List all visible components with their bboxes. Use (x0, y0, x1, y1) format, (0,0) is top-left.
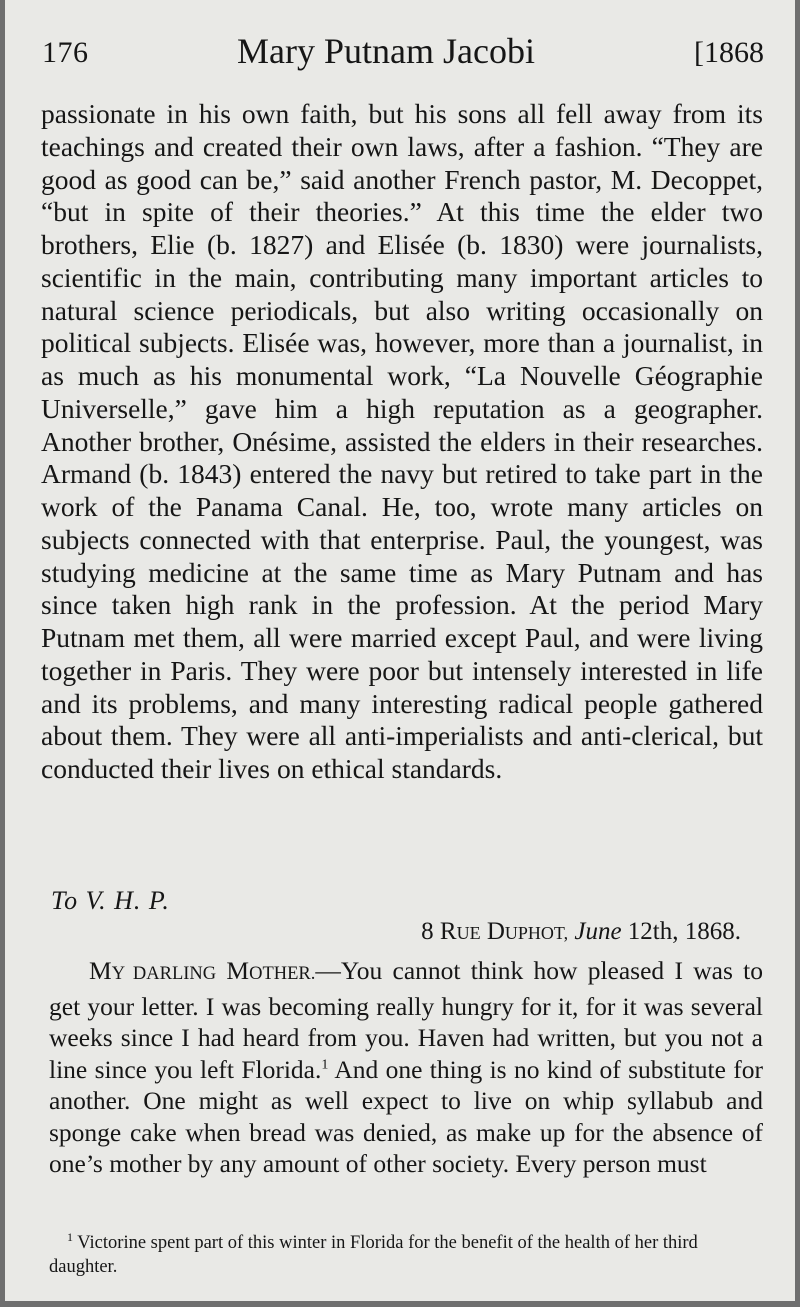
book-page (5, 0, 795, 1301)
footnote-reference[interactable]: 1 (321, 1057, 329, 1072)
salutation-my-cap: M (89, 956, 112, 985)
section-year: [1868 (694, 36, 764, 69)
salutation-mother-rest: OTHER. (249, 964, 316, 984)
footnote-marker: 1 (67, 1229, 73, 1244)
running-title: Mary Putnam Jacobi (237, 31, 535, 71)
footnote-text: Victorine spent part of this winter in Florida for the benefit of the health of her third daughter. (49, 1233, 698, 1277)
salutation-dash: — (315, 956, 341, 985)
dateline-rue-cap: R (439, 918, 457, 945)
footnote (49, 1231, 765, 1279)
salutation-mother-cap: M (226, 956, 250, 985)
dateline-month: June (574, 918, 622, 945)
page-number: 176 (42, 36, 89, 69)
page-header (42, 30, 764, 78)
body-paragraph: passionate in his own faith, but his sons all fell away from its teachings and created their own laws, after a fashion. “They are good as good can be,” said another French pastor, M. Decoppet, “but in spite of their theories.” At this time the elder two brothers, Elie (b. 1827) and Elisée (b. 1830) were journalists, scientific in the main, contributing many important articles to natural science periodicals, but also writing occasionally on political subjects. Elisée was, however, more than a journalist, in as much as his monumental work, “La Nouvelle Géographie Universelle,” gave him a high reputation as a geographer. Another brother, Onésime, assisted the elders in their researches. Armand (b. 1843) entered the navy but retired to take part in the work of the Panama Canal. He, too, wrote many articles on subjects connected with that enterprise. Paul, the youngest, was studying medicine at the same time as Mary Putnam and has since taken high rank in the profession. At the period Mary Putnam met them, all were married except Paul, and were living together in Paris. They were poor but intensely interested in life and its problems, and many interesting radical people gathered about them. They were all anti-imperialists and anti-clerical, but conducted their lives on ethical standards. (41, 98, 763, 784)
letter-recipient: To V. H. P. (51, 886, 170, 915)
letter-dateline (421, 918, 741, 946)
dateline-day-year: 12th, 1868. (627, 918, 741, 945)
dateline-number: 8 (421, 918, 434, 945)
dateline-duphot-rest: UPHOT, (504, 923, 569, 943)
letter-text-part1: You cannot think how pleased I was to get your letter. I was becoming really hungry for it, for it was several weeks since I had heard from you. Haven had written, but you not a line since you left Florida. (49, 956, 763, 1084)
letter-body (49, 955, 763, 1180)
letter-text-part2: And one thing is no kind of substitute for another. One might as well expect to live on whip syllabub and sponge cake when bread was denied, as make up for the absence of one’s mother by any amount of other society. Every person must (49, 1054, 763, 1178)
salutation-my-rest: Y DARLING (111, 964, 217, 984)
dateline-rue-rest: UE (456, 923, 481, 943)
dateline-duphot-cap: D (486, 918, 505, 945)
